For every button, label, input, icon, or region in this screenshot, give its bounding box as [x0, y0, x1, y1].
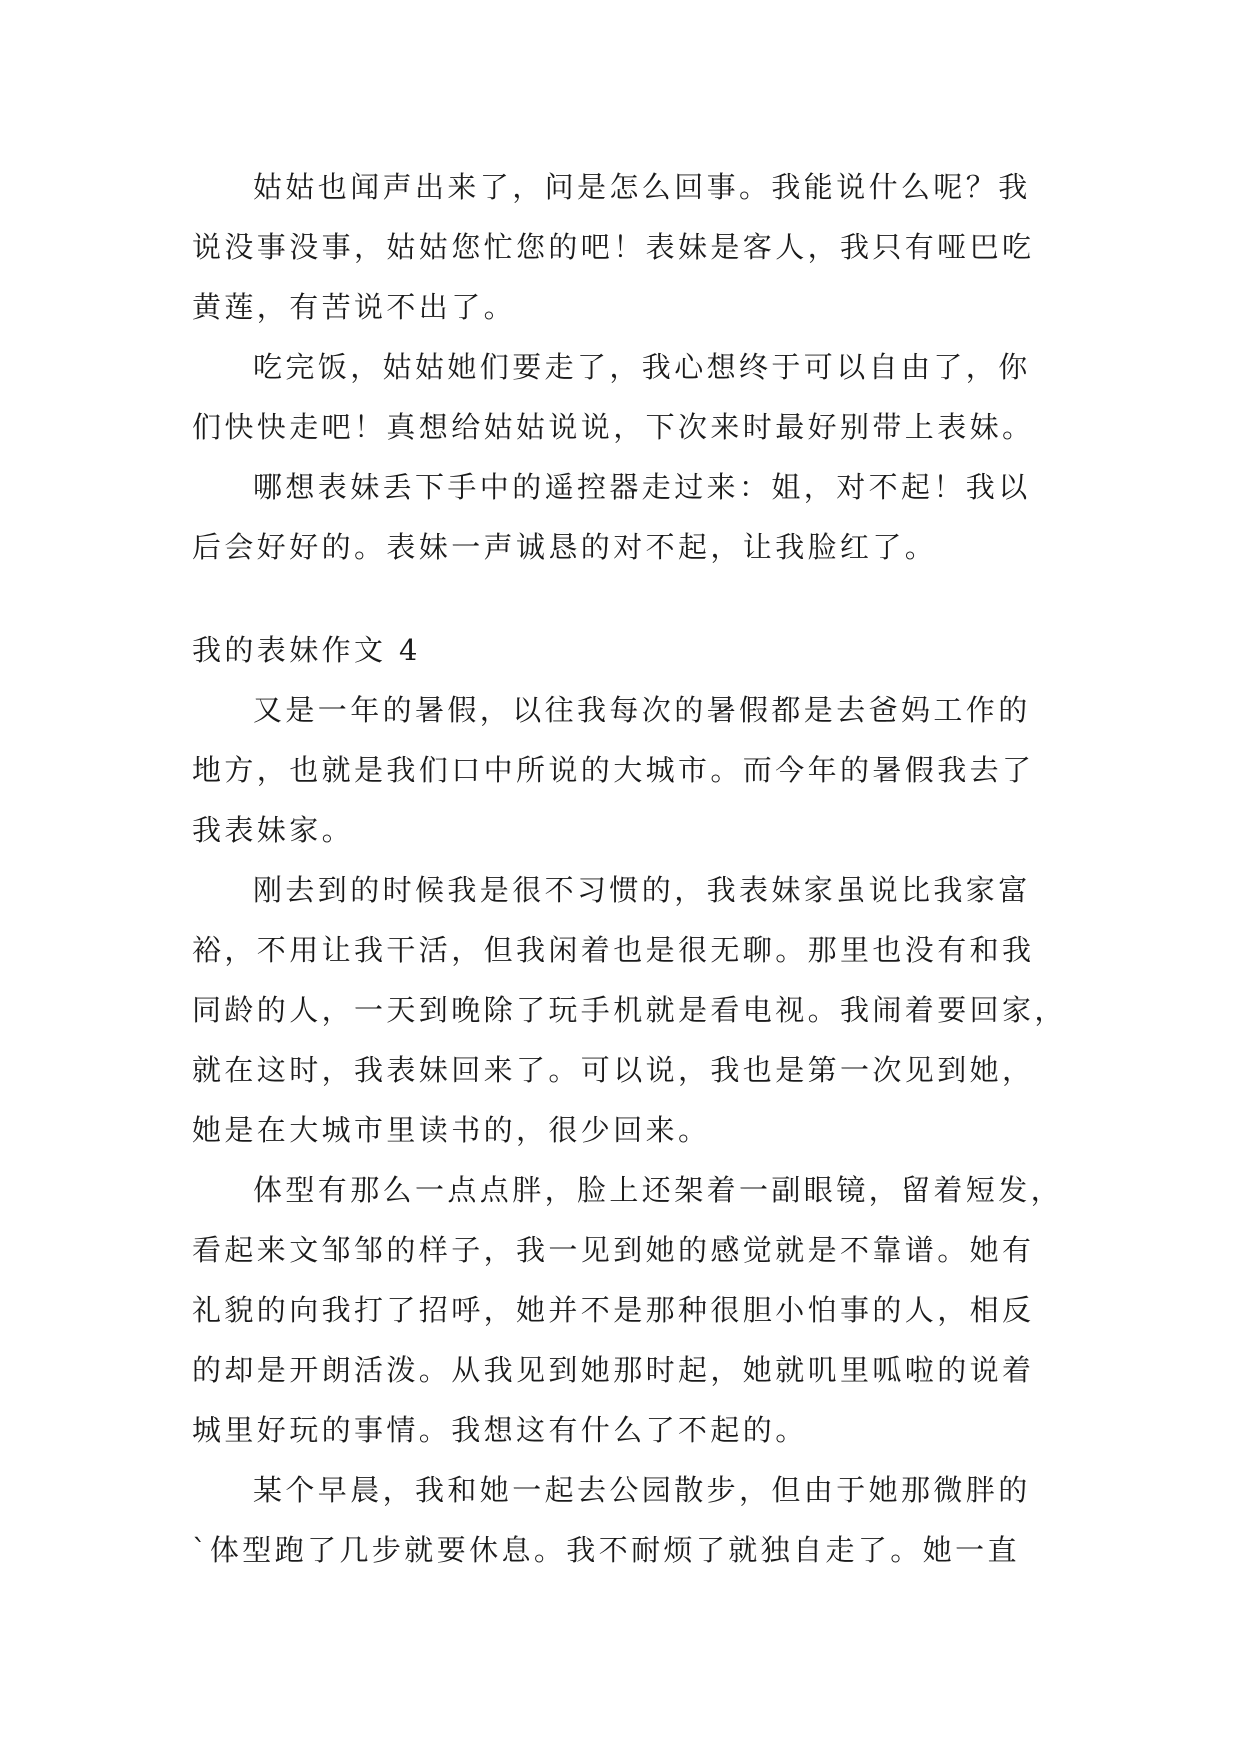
paragraph-4-line-3: 我表妹家。 [192, 813, 355, 847]
paragraph-2-line-1: 吃完饭，姑姑她们要走了，我心想终于可以自由了，你 [253, 350, 1031, 384]
paragraph-3-line-1: 哪想表妹丢下手中的遥控器走过来：姐，对不起！我以 [253, 470, 1031, 504]
paragraph-3-line-2: 后会好好的。表妹一声诚恳的对不起，让我脸红了。 [192, 530, 938, 564]
paragraph-5-line-2: 裕，不用让我干活，但我闲着也是很无聊。那里也没有和我 [192, 933, 1035, 967]
paragraph-1-line-2: 说没事没事，姑姑您忙您的吧！表妹是客人，我只有哑巴吃 [192, 230, 1035, 264]
paragraph-6-line-5: 城里好玩的事情。我想这有什么了不起的。 [192, 1413, 808, 1447]
paragraph-1-line-1: 姑姑也闻声出来了，问是怎么回事。我能说什么呢？我 [253, 170, 1031, 204]
paragraph-7-line-2: `体型跑了几步就要休息。我不耐烦了就独自走了。她一直 [192, 1533, 1020, 1567]
paragraph-6-line-2: 看起来文邹邹的样子，我一见到她的感觉就是不靠谱。她有 [192, 1233, 1035, 1267]
paragraph-6-line-1: 体型有那么一点点胖，脸上还架着一副眼镜，留着短发， [253, 1173, 1064, 1207]
paragraph-7-line-1: 某个早晨，我和她一起去公园散步，但由于她那微胖的 [253, 1473, 1031, 1507]
paragraph-5-line-5: 她是在大城市里读书的，很少回来。 [192, 1113, 711, 1147]
paragraph-5-line-1: 刚去到的时候我是很不习惯的，我表妹家虽说比我家富 [253, 873, 1031, 907]
paragraph-5-line-4: 就在这时，我表妹回来了。可以说，我也是第一次见到她， [192, 1053, 1035, 1087]
paragraph-6-line-3: 礼貌的向我打了招呼，她并不是那种很胆小怕事的人，相反 [192, 1293, 1035, 1327]
paragraph-5-line-3: 同龄的人，一天到晚除了玩手机就是看电视。我闹着要回家， [192, 993, 1067, 1027]
paragraph-6-line-4: 的却是开朗活泼。从我见到她那时起，她就叽里呱啦的说着 [192, 1353, 1035, 1387]
paragraph-4-line-2: 地方，也就是我们口中所说的大城市。而今年的暑假我去了 [192, 753, 1035, 787]
section-heading: 我的表妹作文 4 [192, 633, 421, 667]
paragraph-1-line-3: 黄莲，有苦说不出了。 [192, 290, 517, 324]
paragraph-2-line-2: 们快快走吧！真想给姑姑说说，下次来时最好别带上表妹。 [192, 410, 1035, 444]
paragraph-4-line-1: 又是一年的暑假，以往我每次的暑假都是去爸妈工作的 [253, 693, 1031, 727]
